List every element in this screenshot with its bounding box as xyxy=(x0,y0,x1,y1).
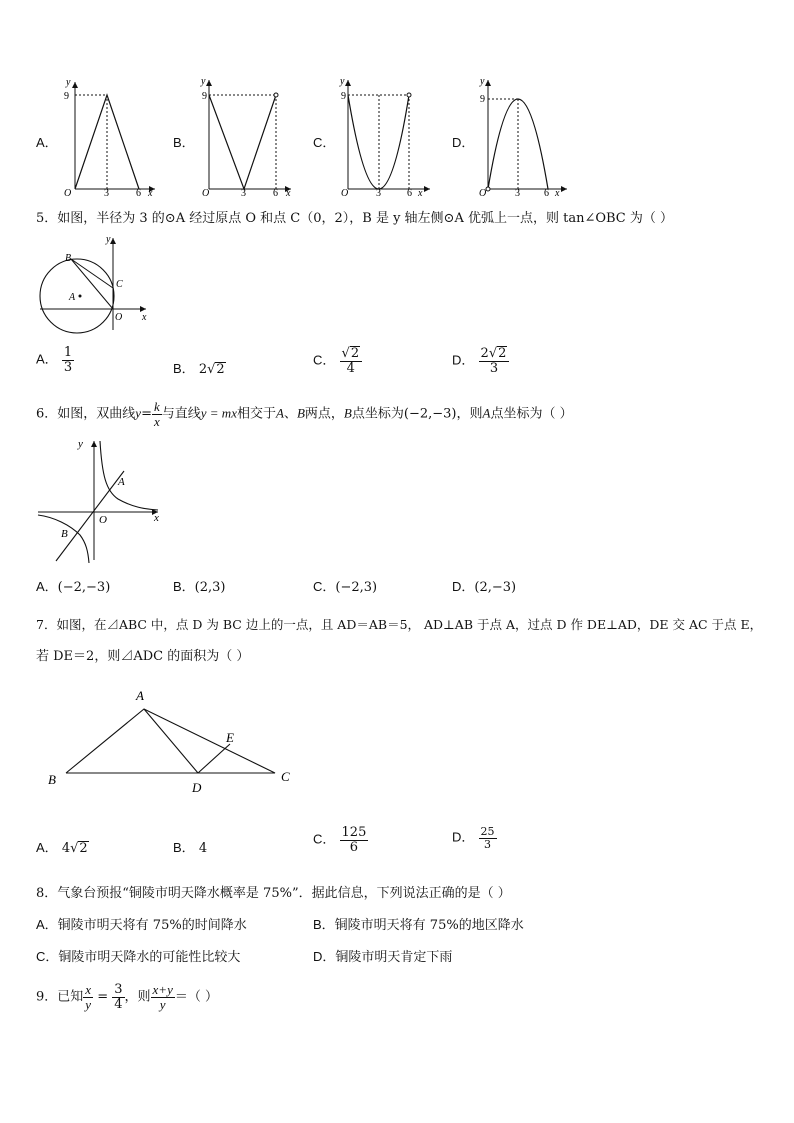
q8-option-c-label: C． xyxy=(36,949,59,964)
q5-option-c-value xyxy=(340,346,363,376)
radical-icon: √ xyxy=(207,362,216,377)
q4d-nine: 9 xyxy=(480,94,485,105)
q4c-three: 3 xyxy=(376,188,381,197)
q5-a-num: 1 xyxy=(63,345,73,360)
q6-fig-y-label: y xyxy=(78,438,83,450)
q5-option-b xyxy=(173,358,226,377)
q5-option-d-value xyxy=(479,346,510,376)
q5-point-a: A xyxy=(69,292,76,303)
q8-option-b-label: B． xyxy=(313,917,335,932)
q4-graph-c xyxy=(335,72,445,197)
q6-point-a: A xyxy=(275,405,284,421)
q8-option-d xyxy=(313,946,452,965)
q5-y-label: y xyxy=(106,234,111,245)
q4a-nine: 9 xyxy=(64,91,69,102)
q5-d-den: 3 xyxy=(489,361,499,377)
q6-mid: 与直线 xyxy=(161,406,201,422)
q4c-nine: 9 xyxy=(341,91,346,102)
q8-option-a-label: A． xyxy=(36,917,58,932)
q6-post1: 相交于 xyxy=(236,406,276,422)
q6-option-b xyxy=(173,576,226,595)
q7-point-c: C xyxy=(281,769,290,784)
q6-fig-point-a: A xyxy=(118,476,125,488)
q6-pre: 6．如图，双曲线 xyxy=(36,406,136,422)
q7-option-b-label: B． xyxy=(173,840,195,855)
q7-option-d-label: D． xyxy=(452,829,475,845)
q4-graph-a xyxy=(58,72,168,197)
q5-option-d xyxy=(452,346,509,376)
q7-option-b xyxy=(173,837,207,856)
q7-a-rad: 2 xyxy=(79,841,88,856)
q9-mid: ，则 xyxy=(124,989,151,1005)
q9-eq: = xyxy=(93,989,113,1005)
q6-option-c-label: C． xyxy=(313,579,336,594)
q7-point-e: E xyxy=(226,730,234,745)
q4a-x-label: x xyxy=(148,188,153,197)
q8-option-a-text: 铜陵市明天将有 75%的时间降水 xyxy=(57,918,247,933)
q7-d-num: 25 xyxy=(480,825,495,838)
q7-stem-line1: 7．如图，在⊿ABC 中，点 D 为 BC 边上的一点，且 AD＝AB＝5， AD⊥AB 于点 A，过点 D 作 DE⊥AD，DE 交 AC 于点 E， xyxy=(36,617,763,632)
q6-option-c xyxy=(313,576,377,595)
q4-graph-d xyxy=(475,72,585,197)
q7-option-a xyxy=(36,837,89,856)
q4b-origin: O xyxy=(202,188,210,197)
q9-num: 3 xyxy=(114,982,123,997)
q7-point-d: D xyxy=(192,780,202,794)
q7-option-a-label: A． xyxy=(36,840,58,855)
q9-y2: y xyxy=(159,996,166,1012)
q6-option-d-value: (2,−3) xyxy=(474,580,517,595)
q5-a-den: 3 xyxy=(63,359,73,375)
q7-point-b: B xyxy=(48,772,56,787)
q6-k: k xyxy=(153,399,160,414)
q7-c-num: 125 xyxy=(341,825,367,840)
q7-option-d-value xyxy=(479,826,497,850)
q8-option-b-text: 铜陵市明天将有 75%的地区降水 xyxy=(334,918,524,933)
q7-option-d xyxy=(452,826,497,850)
q6-sep: 、 xyxy=(283,406,297,422)
q9-xy: x+y xyxy=(152,982,173,997)
q6-option-b-label: B． xyxy=(173,579,195,594)
q5-b-rad: 2 xyxy=(216,362,225,377)
q5-origin: O xyxy=(115,312,123,323)
q9-xplusy-over-y xyxy=(151,983,175,1011)
q4b-nine: 9 xyxy=(202,91,207,102)
q5-d-coef: 2 xyxy=(480,346,489,361)
q8-option-b xyxy=(313,914,524,933)
radical-icon: √ xyxy=(341,346,350,361)
q6-option-a xyxy=(36,576,110,595)
q6-point-b: B xyxy=(296,405,305,421)
q7-stem-line2: 若 DE＝2，则⊿ADC 的面积为（ ） xyxy=(36,649,250,664)
q4c-y-label: y xyxy=(340,76,345,87)
q4b-y-label: y xyxy=(201,76,206,87)
q4a-origin: O xyxy=(64,188,72,197)
q6-option-d xyxy=(452,576,516,595)
q4a-three: 3 xyxy=(104,188,109,197)
q6-x: x xyxy=(153,413,160,429)
q6-figure xyxy=(36,435,166,565)
q8-option-a xyxy=(36,914,247,933)
q6-line-eq: y = mx xyxy=(200,405,237,421)
q5-option-a-value xyxy=(62,346,74,374)
q8-option-d-label: D． xyxy=(313,949,336,964)
q4a-y-label: y xyxy=(66,77,71,88)
q6-stem xyxy=(36,400,573,428)
q9-y: y xyxy=(85,996,92,1012)
q6-option-c-value: (−2,3) xyxy=(335,580,378,595)
q7-option-c-label: C． xyxy=(313,831,336,847)
q4c-x-label: x xyxy=(418,188,423,197)
q7-a-coef: 4 xyxy=(61,841,71,856)
q4d-origin: O xyxy=(479,188,487,197)
q8-stem: 8．气象台预报“铜陵市明天降水概率是 75%”．据此信息，下列说法正确的是（ ） xyxy=(36,886,511,901)
q5-c-den: 4 xyxy=(346,361,355,377)
q5-option-c xyxy=(313,346,362,376)
q4d-six: 6 xyxy=(544,188,549,197)
q6-option-b-value: (2,3) xyxy=(194,580,226,595)
q6-point-a2: A xyxy=(482,405,491,421)
q5-option-a xyxy=(36,346,74,374)
q5-figure xyxy=(36,230,156,335)
q4b-six: 6 xyxy=(273,188,278,197)
q6-option-a-label: A． xyxy=(36,579,58,594)
q6-fig-point-b: B xyxy=(61,528,68,540)
q4b-three: 3 xyxy=(241,188,246,197)
q4-option-d-label: D． xyxy=(452,135,475,150)
q4b-x-label: x xyxy=(286,188,291,197)
q5-option-c-label: C． xyxy=(313,352,336,368)
q4c-six: 6 xyxy=(407,188,412,197)
q4-graph-b xyxy=(196,72,306,197)
q9-post: ＝（ ） xyxy=(174,989,218,1005)
q5-option-a-label: A． xyxy=(36,351,58,367)
q7-option-b-value: 4 xyxy=(198,841,208,856)
q5-point-b: B xyxy=(65,253,72,264)
q6-eq: = xyxy=(141,406,152,422)
q6-option-d-label: D． xyxy=(452,579,475,594)
q6-k-over-x xyxy=(152,400,162,428)
q9-x: x xyxy=(85,982,92,997)
q4d-y-label: y xyxy=(480,76,485,87)
q5-d-rad: 2 xyxy=(498,346,507,361)
q6-point-b2: B xyxy=(343,405,352,421)
q7-figure xyxy=(40,684,300,794)
q9-stem xyxy=(36,983,218,1011)
q5-option-d-label: D． xyxy=(452,352,475,368)
q6-post4: ，则 xyxy=(456,406,483,422)
q7-option-c-value xyxy=(340,826,369,854)
q7-point-a: A xyxy=(136,688,144,703)
q6-post5: 点坐标为（ ） xyxy=(490,406,573,422)
q9-x-over-y xyxy=(83,983,93,1011)
q9-three-quarters xyxy=(112,983,124,1011)
q6-fig-origin: O xyxy=(99,514,107,526)
q4c-origin: O xyxy=(341,188,349,197)
q6-coord: (−2,−3) xyxy=(403,406,457,422)
q4a-six: 6 xyxy=(136,188,141,197)
q9-den: 4 xyxy=(114,996,123,1012)
q5-b-coef: 2 xyxy=(198,362,208,377)
radical-icon: √ xyxy=(488,346,498,361)
q4-option-a-label: A． xyxy=(36,135,58,150)
q5-x-label: x xyxy=(142,312,147,323)
q4-option-b-label: B． xyxy=(173,135,195,150)
q4d-x-label: x xyxy=(555,188,560,197)
q8-option-d-text: 铜陵市明天肯定下雨 xyxy=(335,950,453,965)
q5-option-b-label: B． xyxy=(173,361,195,376)
q7-option-c xyxy=(313,826,368,854)
q8-option-c-text: 铜陵市明天降水的可能性比较大 xyxy=(58,950,241,965)
q6-post2: 两点， xyxy=(304,406,344,422)
q5-c-rad: 2 xyxy=(350,346,360,361)
q6-option-a-value: (−2,−3) xyxy=(57,580,111,595)
q7-d-den: 3 xyxy=(484,837,492,851)
q7-c-den: 6 xyxy=(349,839,359,855)
q5-stem: 5．如图，半径为 3 的⊙A 经过原点 O 和点 C（0，2），B 是 y 轴左侧⊙A 优弧上一点，则 tan∠OBC 为（ ） xyxy=(36,211,674,226)
q9-pre: 9．已知 xyxy=(36,989,84,1005)
q8-option-c xyxy=(36,946,240,965)
q4d-three: 3 xyxy=(515,188,520,197)
q6-post3: 点坐标为 xyxy=(351,406,404,422)
q6-fig-x-label: x xyxy=(154,512,159,524)
radical-icon: √ xyxy=(70,841,79,856)
q6-y: y xyxy=(135,405,142,421)
q5-point-c: C xyxy=(116,279,123,290)
q4-option-c-label: C． xyxy=(313,135,336,150)
